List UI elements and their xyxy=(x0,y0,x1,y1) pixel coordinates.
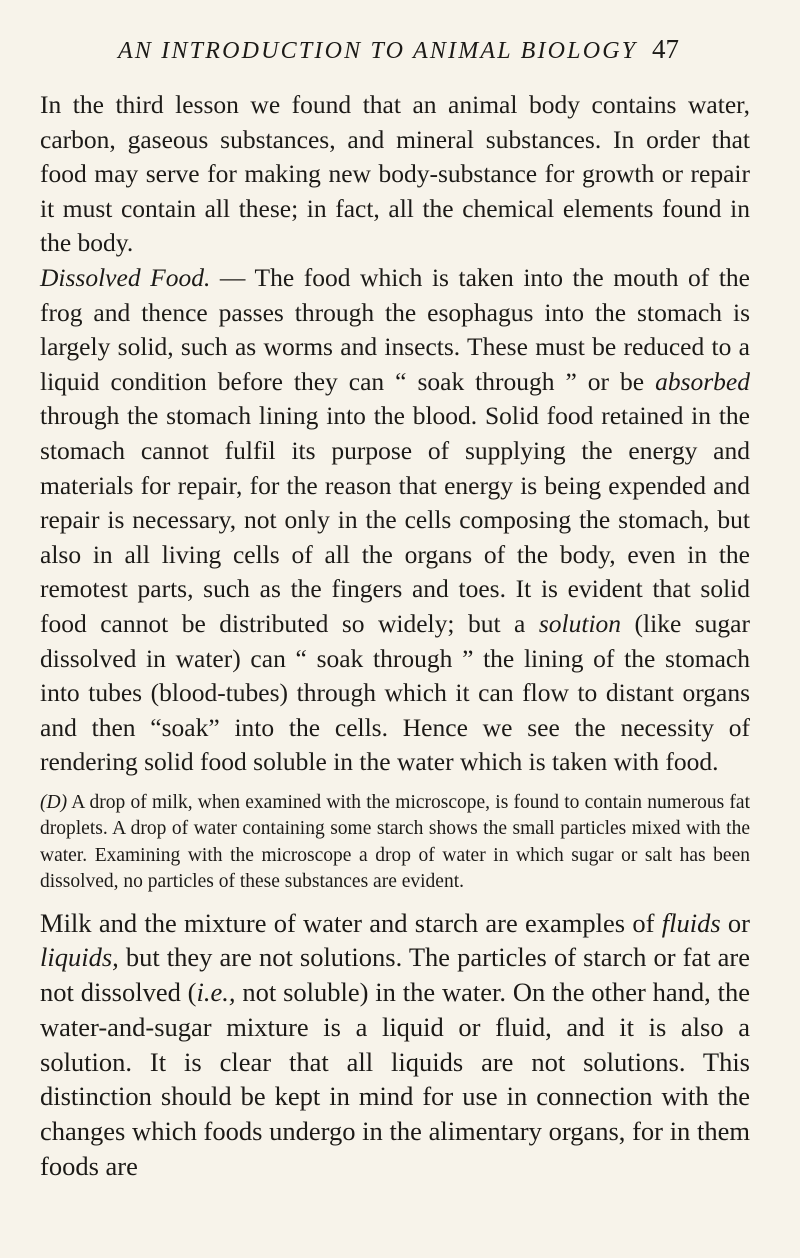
paragraph-1: In the third lesson we found that an animal body contains water, carbon, gaseous substances, and mineral substances. In order that food may serve for making new body-substance for growth or repair it must contain all these; in fact, all the chemical elements found in the body. xyxy=(40,90,750,258)
paragraph-2-text-1: — The food which is taken into the mouth of the frog and thence passes through the esophagus into the stomach is largely solid, such as worms and insects. These must be reduced to a liquid condition before they can “ soak through ” or be xyxy=(40,262,750,396)
term-fluids: fluids xyxy=(661,907,721,938)
paragraph-2-text-2: through the stomach lining into the blood. Solid food retained in the stomach cannot fulfil its purpose of supplying the energy and materials for repair, for the reason that energy is being expended and repair is necessary, not only in the cells composing the stomach, but also in all living cells of all the organs of the body, even in the remotest parts, such as the fingers and toes. It is evident that solid food cannot be distributed so widely; but a xyxy=(40,401,750,638)
paragraph-4-text-1: Milk and the mixture of water and starch are examples of xyxy=(40,907,662,938)
section-heading: Dissolved Food. xyxy=(40,262,211,292)
paragraph-2-text-3: (like sugar dissolved in water) can “ soak through ” the lining of the stomach into tubes (blood-tubes) through which it can flow to distant organs and then “soak” into the cells. Hence we see the necessity of rendering solid food soluble in the water which is taken with food. xyxy=(40,608,750,777)
paragraph-4-text-3: but they are not solutions. The particles of starch or fat are not dissolved ( xyxy=(40,942,750,1008)
term-liquids: liquids, xyxy=(40,942,119,973)
term-ie: i.e., xyxy=(196,977,236,1008)
paragraph-4 xyxy=(40,906,750,1184)
term-absorbed: absorbed xyxy=(655,366,750,396)
running-head: AN INTRODUCTION TO ANIMAL BIOLOGY xyxy=(118,38,638,64)
experiment-note xyxy=(40,790,750,896)
experiment-label: (D) xyxy=(40,791,68,813)
body-text xyxy=(40,88,750,1184)
paragraph-4-text-4: not soluble) in the water. On the other hand, the water-and-sugar mixture is a liquid or fluid, and it is also a solution. It is clear that all liquids are not solutions. This distinction should be kept in mind for use in connection with the changes which foods undergo in the alimentary organs, for in them foods are xyxy=(40,977,750,1182)
page-header xyxy=(0,34,800,78)
experiment-text: A drop of milk, when examined with the microscope, is found to contain numerous fat droplets. A drop of water containing some starch shows the small particles mixed with the water. Examining with the microscope a drop of water in which sugar or salt has been dissolved, no particles of these substances are evident. xyxy=(40,791,750,893)
term-solution: solution xyxy=(538,608,622,638)
paragraph-2 xyxy=(40,261,750,780)
page-number: 47 xyxy=(652,34,679,64)
paragraph-4-text-2: or xyxy=(720,907,751,938)
